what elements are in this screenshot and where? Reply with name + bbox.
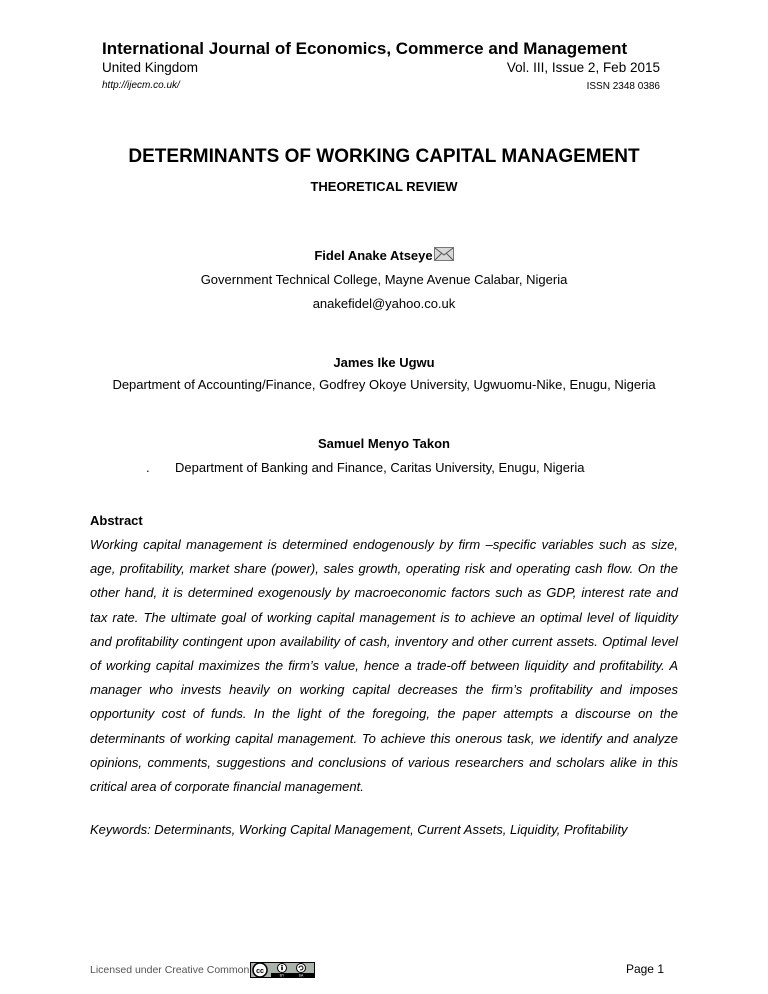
cc-label: cc: [256, 967, 265, 975]
author-1-name: Fidel Anake Atseye: [314, 248, 433, 263]
author-1: [0, 247, 768, 263]
author-2-affiliation: Department of Accounting/Finance, Godfrey Okoye University, Ugwuomu-Nike, Enugu, Nigeria: [112, 377, 656, 392]
author-3-prefix: .: [146, 460, 150, 475]
license-text: Licensed under Creative Common: [90, 964, 250, 976]
paper-subtitle: THEORETICAL REVIEW: [310, 179, 458, 194]
author-3-affiliation: Department of Banking and Finance, Caritas University, Enugu, Nigeria: [175, 460, 585, 475]
abstract-heading: Abstract: [90, 513, 143, 528]
author-2-name: James Ike Ugwu: [333, 355, 435, 370]
sa-label: SA: [299, 973, 304, 978]
author-1-email[interactable]: anakefidel@yahoo.co.uk: [312, 296, 456, 311]
abstract-text: Working capital management is determined endogenously by firm –specific variables such as size, age, profitability, market share (power), sales growth, operating risk and operating cash flow. On the other hand, it is determined exogenously by macroeconomic factors such as GDP, interest rate and tax rate. The ultimate goal of working capital management is to achieve an optimal level of liquidity and profitability contingent upon availability of cash, inventory and other current assets. Optimal level of working capital maximizes the firm’s value, hence a trade-off between liquidity and profitability. A manager who invests heavily on working capital decreases the firm’s profitability and imposes opportunity cost of funds. In the light of the foregoing, the paper attempts a discourse on the determinants of working capital management. To achieve this onerous task, we identify and analyze opinions, comments, suggestions and conclusions of various researchers and scholars alike in this critical area of corporate financial management.: [90, 537, 678, 795]
paper-title: DETERMINANTS OF WORKING CAPITAL MANAGEMENT: [128, 146, 640, 167]
journal-issn: ISSN 2348 0386: [586, 81, 660, 92]
author-1-affiliation: Government Technical College, Mayne Avenue Calabar, Nigeria: [200, 272, 568, 287]
journal-country: United Kingdom: [102, 60, 199, 75]
journal-url[interactable]: http://ijecm.co.uk/: [102, 80, 180, 91]
creative-commons-badge-icon: [250, 962, 315, 978]
keywords: Keywords: Determinants, Working Capital Management, Current Assets, Liquidity, Profitability: [90, 822, 628, 837]
journal-title: International Journal of Economics, Commerce and Management: [102, 39, 628, 58]
license-note: [90, 962, 315, 978]
author-3-name: Samuel Menyo Takon: [318, 436, 450, 451]
journal-volume: Vol. III, Issue 2, Feb 2015: [506, 60, 660, 75]
by-label: BY: [280, 973, 285, 978]
mail-icon[interactable]: [434, 247, 454, 261]
page-number: Page 1: [625, 962, 664, 976]
